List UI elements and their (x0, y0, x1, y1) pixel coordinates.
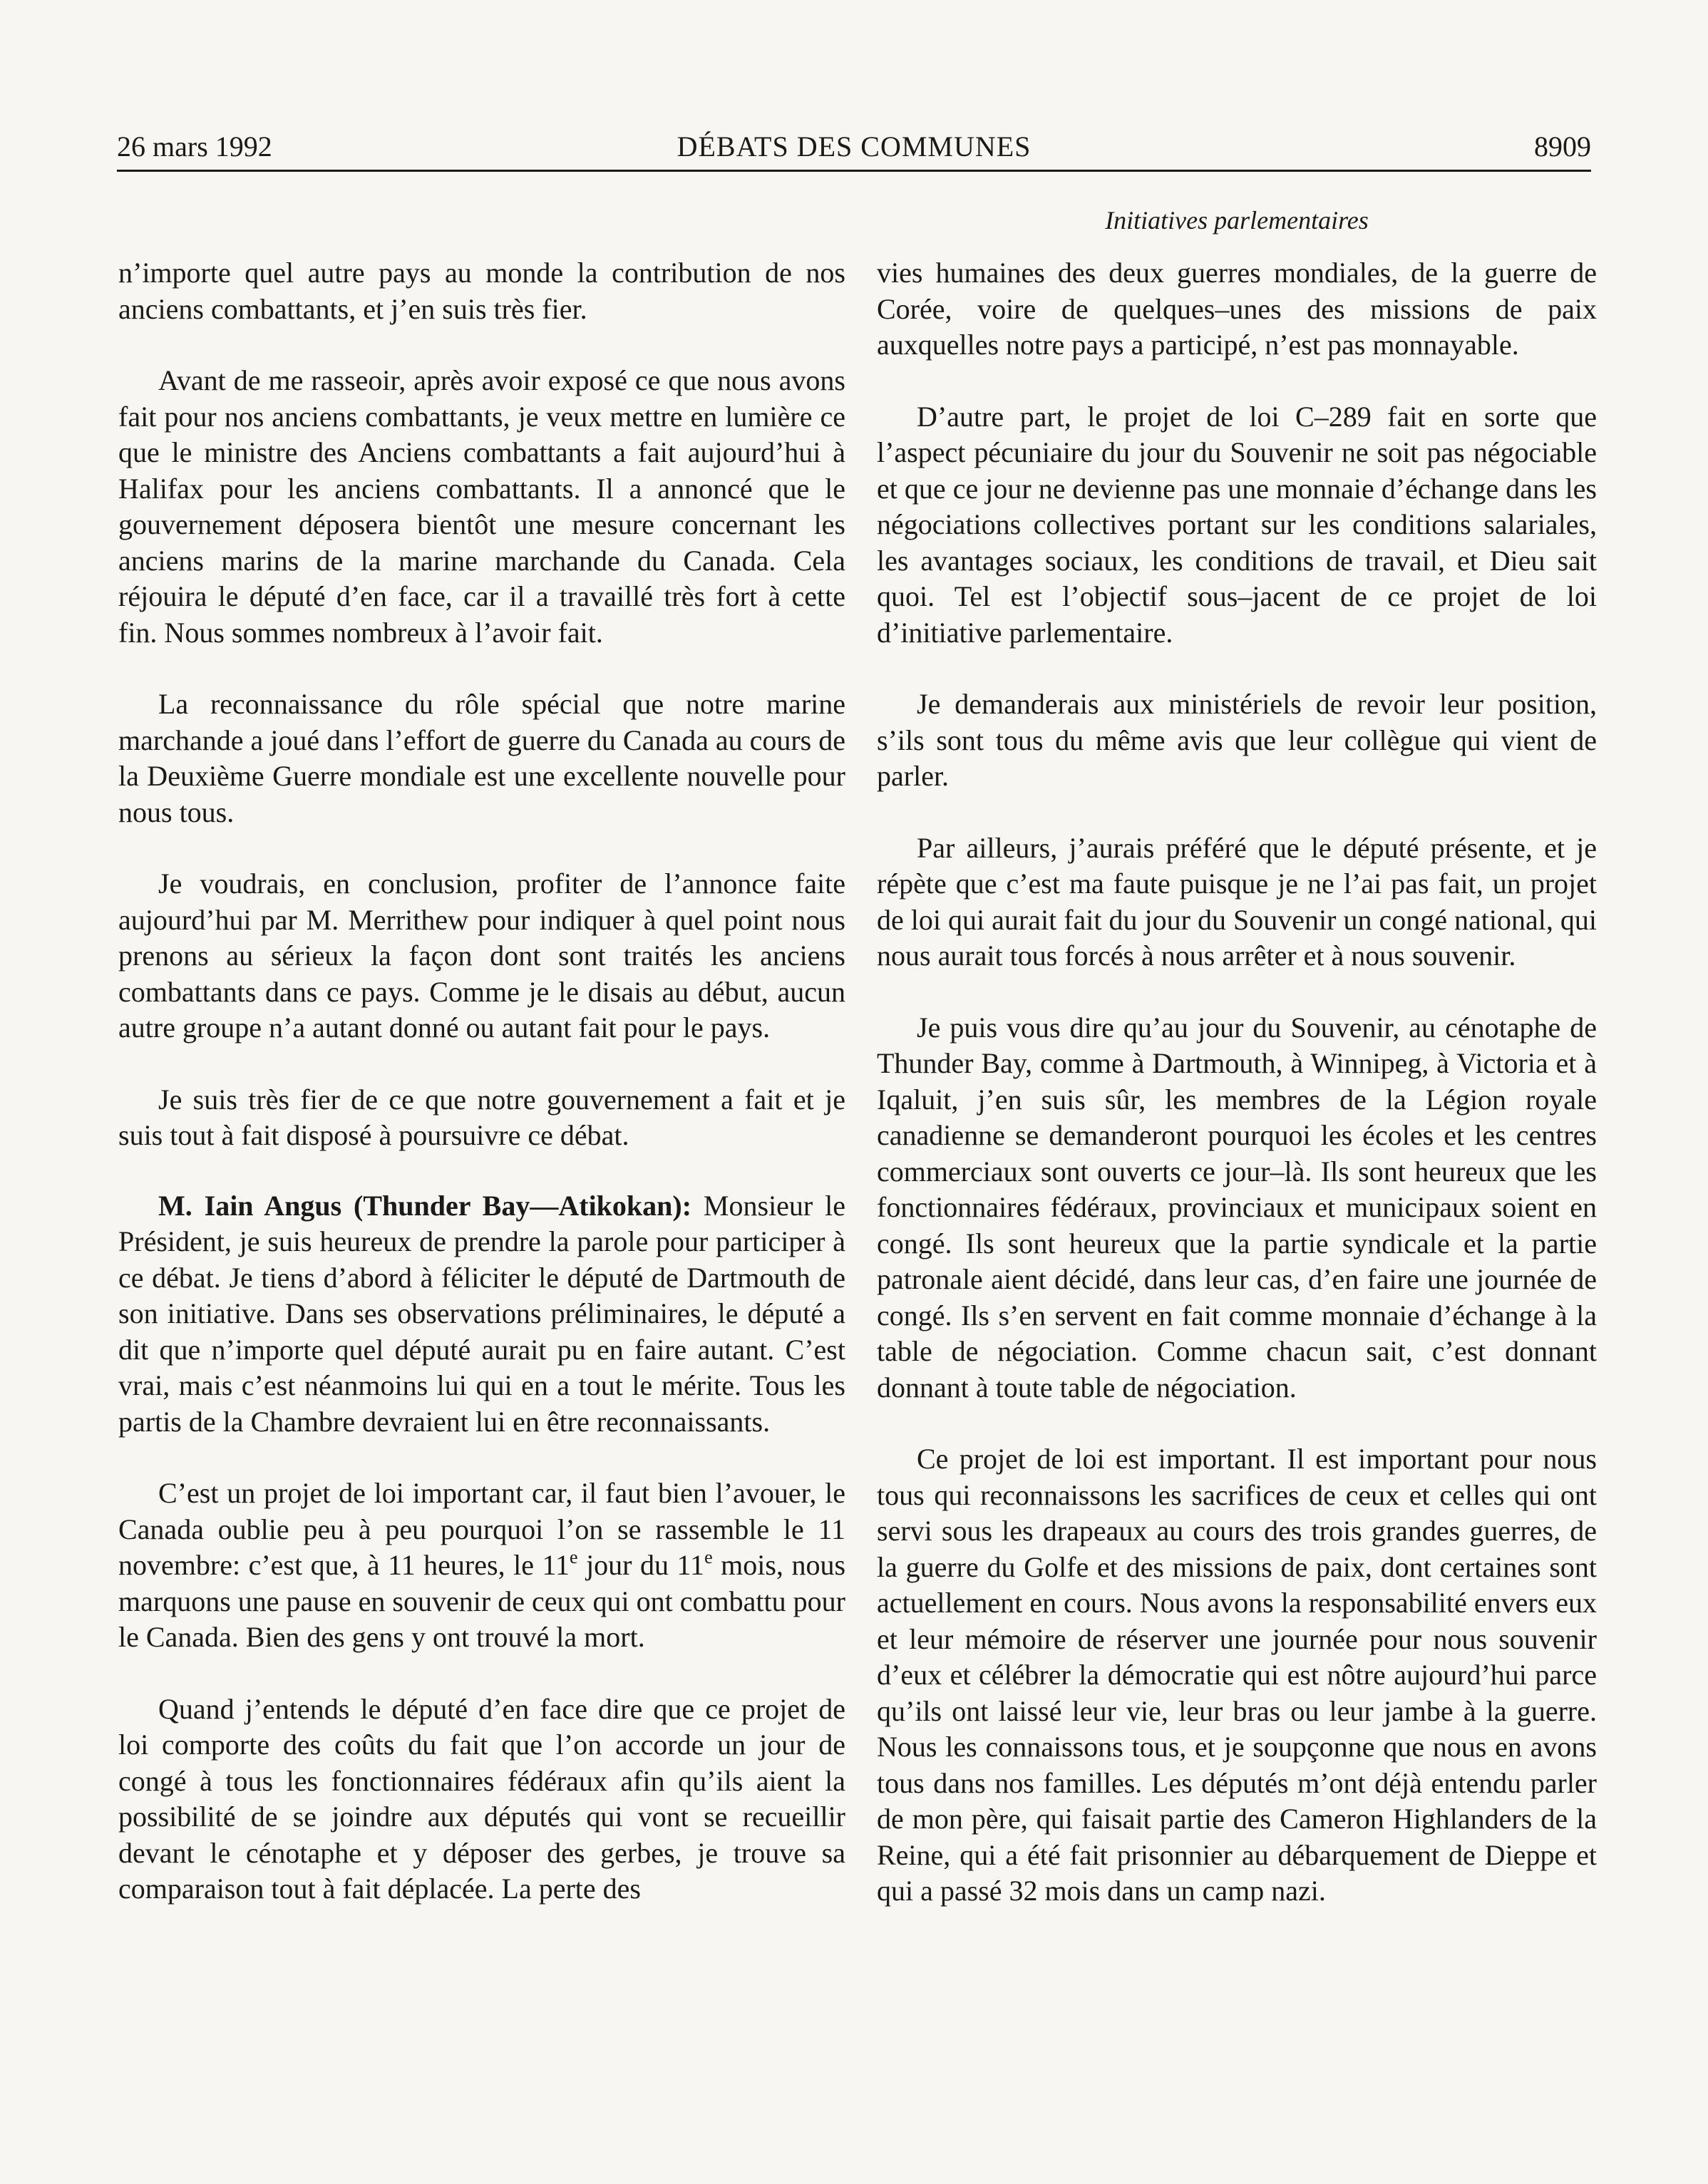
paragraph: Je suis très fier de ce que notre gouvernement a fait et je suis tout à fait disposé à poursuivre ce débat. (118, 1083, 845, 1151)
paragraph: Quand j’entends le député d’en face dire que ce projet de loi comporte des coûts du fait que l’on accorde un jour de congé à tous les fonctionnaires fédéraux afin qu’ils aient la possibilité de se joindre aux députés qui vont se recueillir devant le cénotaphe et y déposer des gerbes, je trouve sa comparaison tout à fait déplacée. La perte des (118, 1692, 845, 1905)
left-column (118, 255, 845, 1943)
header-title: DÉBATS DES COMMUNES (676, 130, 1032, 163)
running-header (117, 125, 1591, 168)
paragraph: vies humaines des deux guerres mondiales, de la guerre de Corée, voire de quelques–unes des missions de paix auxquelles notre pays a participé, n’est pas monnayable. (877, 257, 1597, 361)
superscript: e (570, 1546, 578, 1567)
superscript: e (704, 1546, 713, 1567)
text-run: mois, nous marquons une pause en souvenir de ceux qui ont combattu pour le Canada. Bien des gens y ont trouvé la mort. (118, 1549, 846, 1653)
right-column (877, 255, 1597, 1945)
paragraph: Je puis vous dire qu’au jour du Souvenir, au cénotaphe de Thunder Bay, comme à Dartmouth, à Winnipeg, à Victoria et à Iqaluit, j’en suis sûr, les membres de la Légion royale canadienne se demanderont pourquoi les écoles et les centres commerciaux sont ouverts ce jour–là. Ils sont heureux que les fonctionnaires fédéraux, provinciaux et municipaux soient en congé. Ils sont heureux que la partie syndicale et la partie patronale aient décidé, dans leur cas, d’en faire une journée de congé. Ils s’en servent en fait comme monnaie d’échange à la table de négociation. Comme chacun sait, c’est donnant donnant à toute table de négociation. (877, 1011, 1597, 1403)
paragraph: D’autre part, le projet de loi C–289 fait en sorte que l’aspect pécuniaire du jour du Souvenir ne soit pas négociable et que ce jour ne devienne pas une monnaie d’échange dans les négociations collectives portant sur les conditions salariales, les avantages sociaux, les conditions de travail, et Dieu sait quoi. Tel est l’objectif sous–jacent de ce projet de loi d’initiative parlementaire. (877, 400, 1597, 649)
paragraph: Je demanderais aux ministériels de revoir leur position, s’ils sont tous du même avis que leur collègue qui vient de parler. (877, 688, 1597, 792)
speaker-paragraph (118, 1188, 845, 1441)
paragraph: n’importe quel autre pays au monde la contribution de nos anciens combattants, et j’en suis très fier. (118, 257, 845, 325)
header-date: 26 mars 1992 (117, 130, 272, 163)
text-run: jour du 11 (577, 1549, 705, 1581)
header-rule (117, 170, 1591, 172)
paragraph (118, 1475, 845, 1656)
paragraph: Je voudrais, en conclusion, profiter de l’annonce faite aujourd’hui par M. Merrithew pour indiquer à quel point nous prenons au sérieux la façon dont sont traités les anciens combattants dans ce pays. Comme je le disais au début, aucun autre groupe n’a autant donné ou autant fait pour le pays. (118, 867, 845, 1044)
speaker-text: Monsieur le Président, je suis heureux de prendre la parole pour participer à ce débat. Je tiens d’abord à féliciter le député de Dartmouth de son initiative. Dans ses observations préliminaires, le député a dit que n’importe quel député aurait pu en faire autant. C’est vrai, mais c’est néanmoins lui qui en a tout le mérite. Tous les partis de la Chambre devraient lui en être reconnaissants. (118, 1189, 845, 1438)
paragraph: La reconnaissance du rôle spécial que notre marine marchande a joué dans l’effort de guerre du Canada au cours de la Deuxième Guerre mondiale est une excellente nouvelle pour nous tous. (118, 688, 845, 828)
paragraph: Par ailleurs, j’aurais préféré que le député présente, et je répète que c’est ma faute puisque je ne l’ai pas fait, un projet de loi qui aurait fait du jour du Souvenir un congé national, qui nous aurait tous forcés à nous arrêter et à nous souvenir. (877, 831, 1597, 972)
text-run: C’est un projet de loi important car, il faut bien l’avouer, le Canada oublie peu à peu pourquoi l’on se rassemble le 11 novembre: c’est que, à 11 heures, le 11 (118, 1477, 845, 1581)
speaker-name: M. Iain Angus (Thunder Bay—Atikokan): (158, 1189, 692, 1222)
paragraph: Ce projet de loi est important. Il est important pour nous tous qui reconnaissons les sacrifices de ceux et celles qui ont servi sous les drapeaux au cours des trois grandes guerres, de la guerre du Golfe et des missions de paix, dont certaines sont actuellement en cours. Nous avons la responsabilité envers eux et leur mémoire de réserver une journée pour nous souvenir d’eux et célébrer la démocratie qui est nôtre aujourd’hui parce qu’ils ont laissé leur vie, leur bras ou leur jambe à la guerre. Nous les connaissons tous, et je soupçonne que nous en avons tous dans nos familles. Les députés m’ont déjà entendu parler de mon père, qui faisait partie des Cameron Highlanders de la Reine, qui a été fait prisonnier au débarquement de Dieppe et qui a passé 32 mois dans un camp nazi. (877, 1443, 1597, 1907)
page-number: 8909 (1534, 130, 1591, 163)
section-title: Initiatives parlementaires (1105, 206, 1369, 235)
paragraph: Avant de me rasseoir, après avoir exposé ce que nous avons fait pour nos anciens combattants, je veux mettre en lumière ce que le ministre des Anciens combattants a fait aujourd’hui à Halifax pour les anciens combattants. Il a annoncé que le gouvernement déposera bientôt une mesure concernant les anciens marins de la marine marchande du Canada. Cela réjouira le député d’en face, car il a travaillé très fort à cette fin. Nous sommes nombreux à l’avoir fait. (118, 364, 845, 649)
